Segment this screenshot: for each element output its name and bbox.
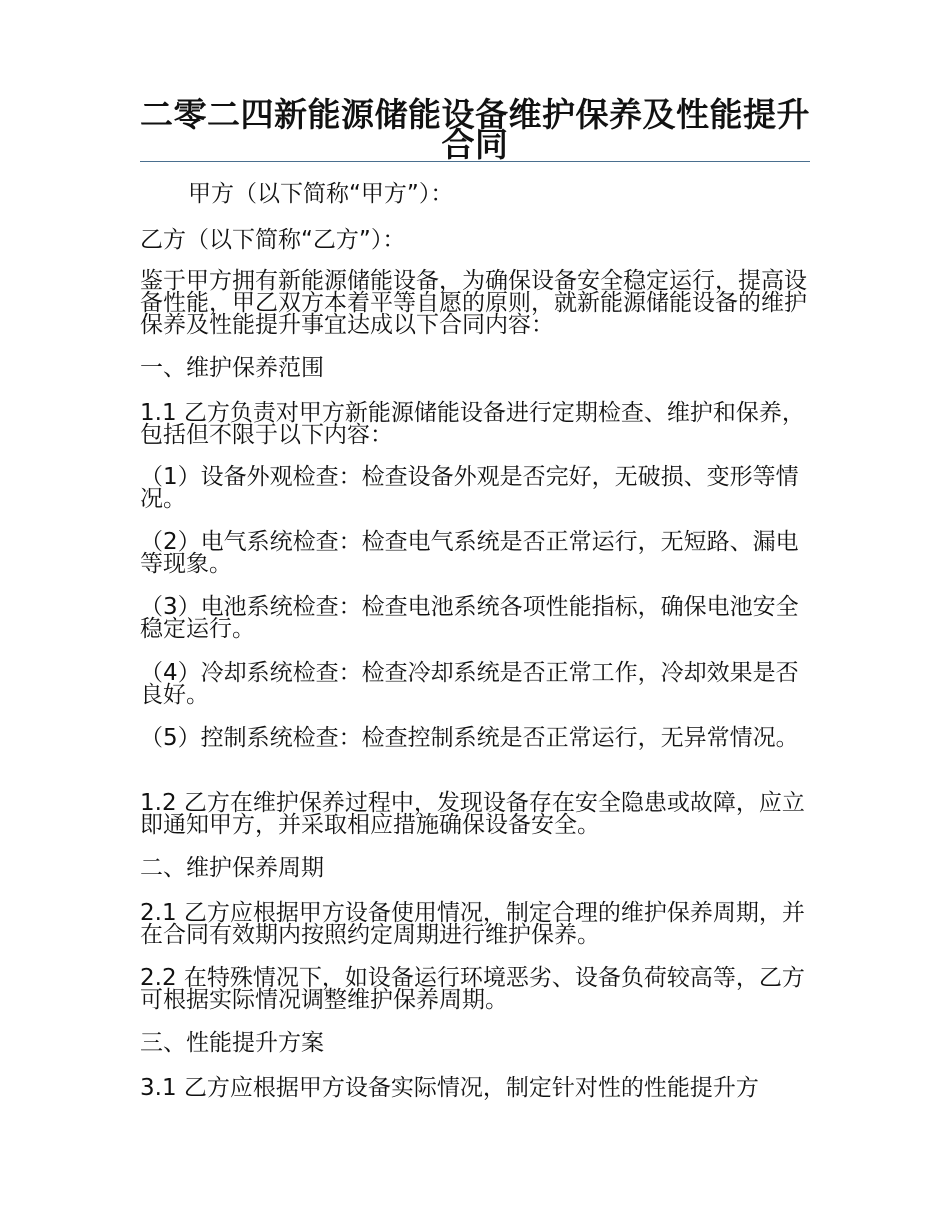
list-item-5: （5）控制系统检查：检查控制系统是否正常运行，无异常情况。	[140, 725, 799, 751]
clause-3-1: 3.1 乙方应根据甲方设备实际情况，制定针对性的性能提升方	[140, 1075, 759, 1101]
preamble-paragraph: 鉴于甲方拥有新能源储能设备，为确保设备安全稳定运行，提高设备性能，甲乙双方本着平等自愿的原则，就新能源储能设备的维护保养及性能提升事宜达成以下合同内容：	[140, 268, 807, 338]
party-a-line: 甲方（以下简称“甲方”）：	[188, 181, 454, 207]
document-title: 二零二四新能源储能设备维护保养及性能提升合同	[140, 95, 810, 164]
list-item-3: （3）电池系统检查：检查电池系统各项性能指标，确保电池安全稳定运行。	[140, 594, 799, 642]
clause-1-2: 1.2 乙方在维护保养过程中，发现设备存在安全隐患或故障，应立即通知甲方，并采取相应措施确保设备安全。	[140, 790, 805, 838]
clause-1-1: 1.1 乙方负责对甲方新能源储能设备进行定期检查、维护和保养，包括但不限于以下内容：	[140, 400, 805, 448]
party-b-line: 乙方（以下简称“乙方”）：	[140, 227, 406, 253]
list-item-2: （2）电气系统检查：检查电气系统是否正常运行，无短路、漏电等现象。	[140, 529, 799, 577]
section-2-heading: 二、维护保养周期	[140, 855, 324, 881]
list-item-1: （1）设备外观检查：检查设备外观是否完好，无破损、变形等情况。	[140, 464, 799, 512]
title-underline	[140, 161, 810, 162]
section-3-heading: 三、性能提升方案	[140, 1030, 324, 1056]
clause-2-1: 2.1 乙方应根据甲方设备使用情况，制定合理的维护保养周期，并在合同有效期内按照约定周期进行维护保养。	[140, 900, 805, 948]
list-item-4: （4）冷却系统检查：检查冷却系统是否正常工作，冷却效果是否良好。	[140, 660, 799, 708]
section-1-heading: 一、维护保养范围	[140, 355, 324, 381]
clause-2-2: 2.2 在特殊情况下，如设备运行环境恶劣、设备负荷较高等，乙方可根据实际情况调整维护保养周期。	[140, 965, 805, 1013]
